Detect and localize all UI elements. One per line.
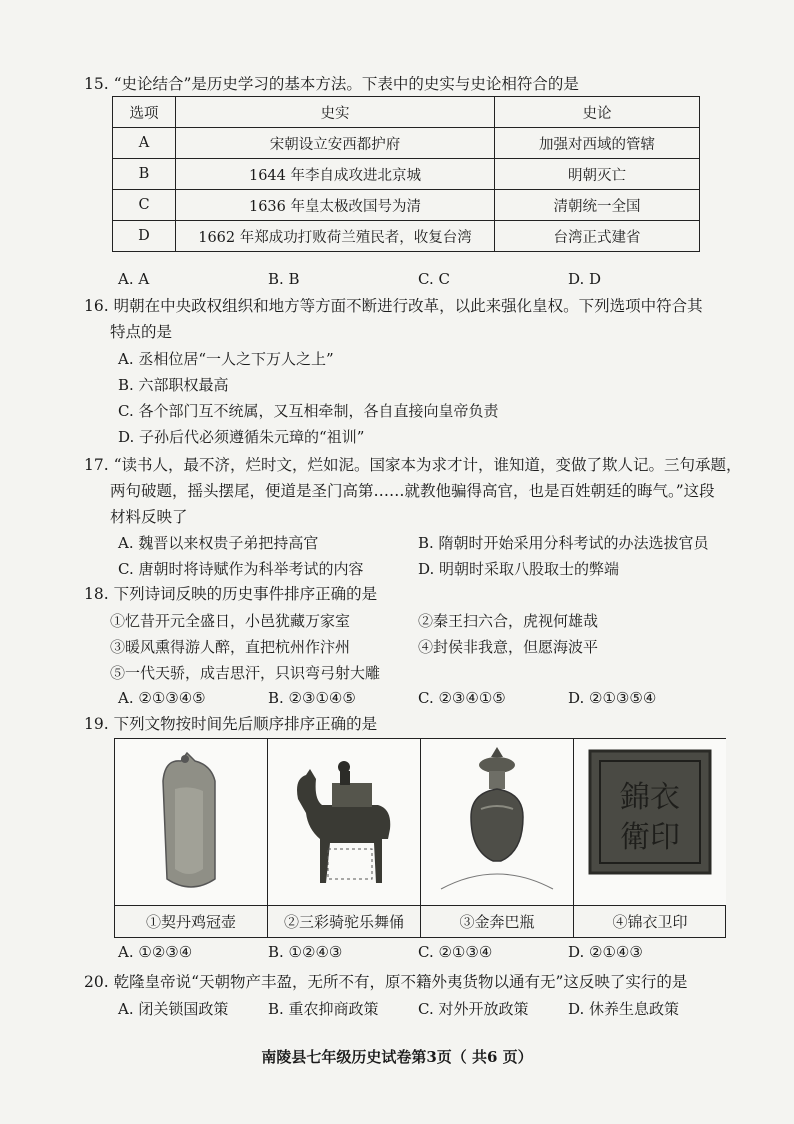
row-b-option: B [113, 159, 176, 190]
q15-stem: 15. “史论结合”是历史学习的基本方法。下表中的史实与史论相符合的是 [84, 75, 579, 93]
q17-option-d[interactable]: D. 明朝时采取八股取士的弊端 [418, 560, 620, 578]
row-c-theory: 清朝统一全国 [495, 190, 700, 221]
q17-option-b[interactable]: B. 隋朝时开始采用分科考试的办法选拔官员 [418, 534, 709, 552]
table-row [113, 221, 700, 252]
relic-3-caption: ③金奔巴瓶 [421, 905, 573, 937]
row-c-option: C [113, 190, 176, 221]
relic-1 [115, 739, 268, 937]
table-row [113, 159, 700, 190]
q15-option-c[interactable]: C. C [418, 270, 450, 288]
q18-poem-3: ③暖风熏得游人醉，直把杭州作汴州 [110, 638, 351, 656]
relic-2-caption: ②三彩骑驼乐舞俑 [268, 905, 420, 937]
tricolor-camel-figure-image [268, 739, 420, 905]
relic-3 [421, 739, 574, 937]
q16-option-c[interactable]: C. 各个部门互不统属，又互相牵制，各自直接向皇帝负责 [118, 402, 499, 420]
header-fact: 史实 [176, 97, 495, 128]
q17-option-a[interactable]: A. 魏晋以来权贵子弟把持高官 [118, 534, 319, 552]
relic-4-caption: ④锦衣卫印 [574, 905, 726, 937]
q15-table [112, 96, 700, 252]
seal-text-bottom: 衛印 [620, 820, 680, 855]
row-b-fact: 1644 年李自成攻进北京城 [176, 159, 495, 190]
q18-option-b[interactable]: B. ②③①④⑤ [268, 689, 356, 707]
row-d-option: D [113, 221, 176, 252]
q20-option-a[interactable]: A. 闭关锁国政策 [118, 1000, 229, 1018]
row-a-theory: 加强对西域的管辖 [495, 128, 700, 159]
q18-option-a[interactable]: A. ②①③④⑤ [118, 689, 206, 707]
q15-option-d[interactable]: D. D [568, 270, 602, 288]
q20-option-d[interactable]: D. 休养生息政策 [568, 1000, 680, 1018]
q19-relic-panel [114, 738, 726, 938]
seal-image [574, 739, 726, 905]
row-d-fact: 1662 年郑成功打败荷兰殖民者，收复台湾 [176, 221, 495, 252]
q20-option-b[interactable]: B. 重农抑商政策 [268, 1000, 379, 1018]
q19-option-a[interactable]: A. ①②③④ [118, 943, 193, 961]
q20-option-c[interactable]: C. 对外开放政策 [418, 1000, 529, 1018]
header-option: 选项 [113, 97, 176, 128]
q15-option-b[interactable]: B. B [268, 270, 300, 288]
q20-stem: 20. 乾隆皇帝说“天朝物产丰盈，无所不有，原不籍外夷货物以通有无”这反映了实行的是 [84, 973, 688, 991]
header-theory: 史论 [495, 97, 700, 128]
row-d-theory: 台湾正式建省 [495, 221, 700, 252]
q19-stem: 19. 下列文物按时间先后顺序排序正确的是 [84, 715, 378, 733]
q18-poem-4: ④封侯非我意，但愿海波平 [418, 638, 599, 656]
relic-2 [268, 739, 421, 937]
table-header-row [113, 97, 700, 128]
q19-option-b[interactable]: B. ①②④③ [268, 943, 343, 961]
page-footer: 南陵县七年级历史试卷第3页（ 共6 页） [261, 1048, 533, 1066]
q17-stem-line3: 材料反映了 [110, 508, 188, 526]
q16-stem-line2: 特点的是 [110, 323, 173, 341]
q16-option-a[interactable]: A. 丞相位居“一人之下万人之上” [118, 350, 334, 368]
q17-option-c[interactable]: C. 唐朝时将诗赋作为科举考试的内容 [118, 560, 364, 578]
q17-stem-line2: 两句破题，摇头摆尾，便道是圣门高第……就教他骗得高官，也是百姓朝廷的晦气。”这段 [110, 482, 715, 500]
row-b-theory: 明朝灭亡 [495, 159, 700, 190]
table-row [113, 128, 700, 159]
seal-text-top: 錦衣 [620, 780, 680, 815]
q15-option-a[interactable]: A. A [118, 270, 150, 288]
relic-4 [574, 739, 726, 937]
row-a-option: A [113, 128, 176, 159]
golden-vase-image [421, 739, 573, 905]
table-row [113, 190, 700, 221]
cockscomb-pot-image [115, 739, 267, 905]
q18-stem: 18. 下列诗词反映的历史事件排序正确的是 [84, 585, 378, 603]
q16-stem-line1: 16. 明朝在中央政权组织和地方等方面不断进行改革，以此来强化皇权。下列选项中符合其 [84, 297, 703, 315]
q16-option-b[interactable]: B. 六部职权最高 [118, 376, 229, 394]
row-a-fact: 宋朝设立安西都护府 [176, 128, 495, 159]
q18-option-d[interactable]: D. ②①③⑤④ [568, 689, 657, 707]
q16-option-d[interactable]: D. 子孙后代必须遵循朱元璋的“祖训” [118, 428, 365, 446]
q19-option-d[interactable]: D. ②①④③ [568, 943, 643, 961]
relic-1-caption: ①契丹鸡冠壶 [115, 905, 267, 937]
q18-poem-5: ⑤一代天骄，成吉思汗，只识弯弓射大雕 [110, 664, 381, 682]
q18-poem-1: ①忆昔开元全盛日，小邑犹藏万家室 [110, 612, 351, 630]
q19-option-c[interactable]: C. ②①③④ [418, 943, 493, 961]
q18-option-c[interactable]: C. ②③④①⑤ [418, 689, 506, 707]
q18-poem-2: ②秦王扫六合，虎视何雄哉 [418, 612, 599, 630]
q17-stem-line1: 17. “读书人，最不济，烂时文，烂如泥。国家本为求才计，谁知道，变做了欺人记。三句承题， [84, 456, 742, 474]
row-c-fact: 1636 年皇太极改国号为清 [176, 190, 495, 221]
